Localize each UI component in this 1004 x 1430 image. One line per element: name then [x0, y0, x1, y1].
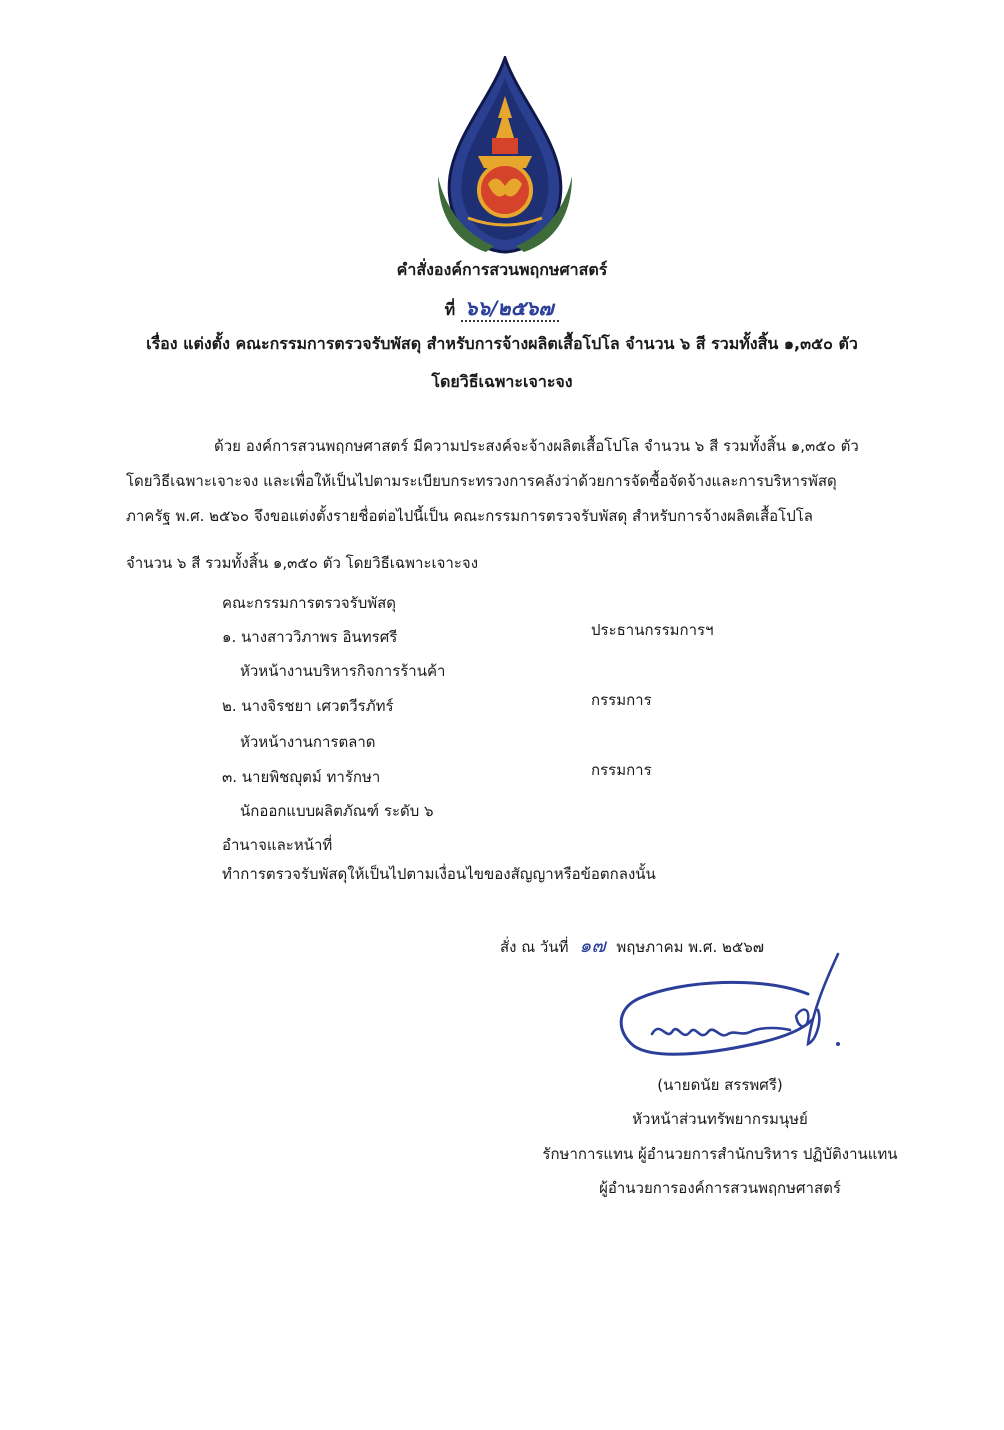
member-position-3: นักออกแบบผลิตภัณฑ์ ระดับ ๖ [240, 802, 434, 820]
order-number-prefix: ที่ [444, 300, 456, 319]
organization-emblem [434, 56, 576, 254]
order-date-prefix: สั่ง ณ วันที่ [500, 938, 569, 956]
order-header: คำสั่งองค์การสวนพฤกษศาสตร์ [396, 260, 608, 279]
member-role-1: ประธานกรรมการฯ [591, 621, 714, 639]
member-position-1: หัวหน้างานบริหารกิจการร้านค้า [240, 662, 446, 680]
signer-title-2: รักษาการแทน ผู้อำนวยการสำนักบริหาร ปฏิบัติงานแทน [542, 1145, 898, 1163]
signer-title-1: หัวหน้าส่วนทรัพยากรมนุษย์ [632, 1110, 808, 1128]
order-number-line [0, 292, 1004, 324]
order-number-value: ๖๖/๒๕๖๗ [461, 296, 560, 322]
signer-name: (นายดนัย สรรพศรี) [657, 1076, 783, 1094]
committee-heading: คณะกรรมการตรวจรับพัสดุ [222, 594, 397, 612]
member-position-2: หัวหน้างานการตลาด [240, 733, 376, 751]
member-role-3: กรรมการ [591, 761, 652, 779]
signer-title-3: ผู้อำนวยการองค์การสวนพฤกษศาสตร์ [599, 1179, 841, 1197]
subject-line-1: เรื่อง แต่งตั้ง คณะกรรมการตรวจรับพัสดุ สำหรับการจ้างผลิตเสื้อโปโล จำนวน ๖ สี รวมทั้งสิ้น ๑,๓๕๐ ตัว [146, 334, 858, 353]
body-line-4: จำนวน ๖ สี รวมทั้งสิ้น ๑,๓๕๐ ตัว โดยวิธีเฉพาะเจาะจง [126, 554, 479, 572]
duty-text: ทำการตรวจรับพัสดุให้เป็นไปตามเงื่อนไขของสัญญาหรือข้อตกลงนั้น [222, 865, 656, 883]
body-line-2: โดยวิธีเฉพาะเจาะจง และเพื่อให้เป็นไปตามระเบียบกระทรวงการคลังว่าด้วยการจัดซื้อจัดจ้างและการบริหารพัสดุ [126, 472, 837, 490]
member-name-2: ๒. นางจิรชยา เศวตวีรภัทร์ [222, 697, 394, 715]
body-line-1: ด้วย องค์การสวนพฤกษศาสตร์ มีความประสงค์จะจ้างผลิตเสื้อโปโล จำนวน ๖ สี รวมทั้งสิ้น ๑,๓๕๐ ตัว [214, 437, 859, 455]
handwritten-signature [612, 950, 848, 1062]
order-date-rest: พฤษภาคม พ.ศ. ๒๕๖๗ [616, 938, 765, 956]
member-name-3: ๓. นายพิชญุตม์ ทารักษา [222, 768, 381, 786]
duty-heading: อำนาจและหน้าที่ [222, 836, 333, 854]
subject-line-2: โดยวิธีเฉพาะเจาะจง [431, 372, 573, 391]
member-name-1: ๑. นางสาววิภาพร อินทรศรี [222, 628, 398, 646]
order-date-day: ๑๗ [579, 935, 606, 957]
body-line-3: ภาครัฐ พ.ศ. ๒๕๖๐ จึงขอแต่งตั้งรายชื่อต่อไปนี้เป็น คณะกรรมการตรวจรับพัสดุ สำหรับการจ้างผลิตเสื้อโปโล [126, 507, 813, 525]
member-role-2: กรรมการ [591, 691, 652, 709]
